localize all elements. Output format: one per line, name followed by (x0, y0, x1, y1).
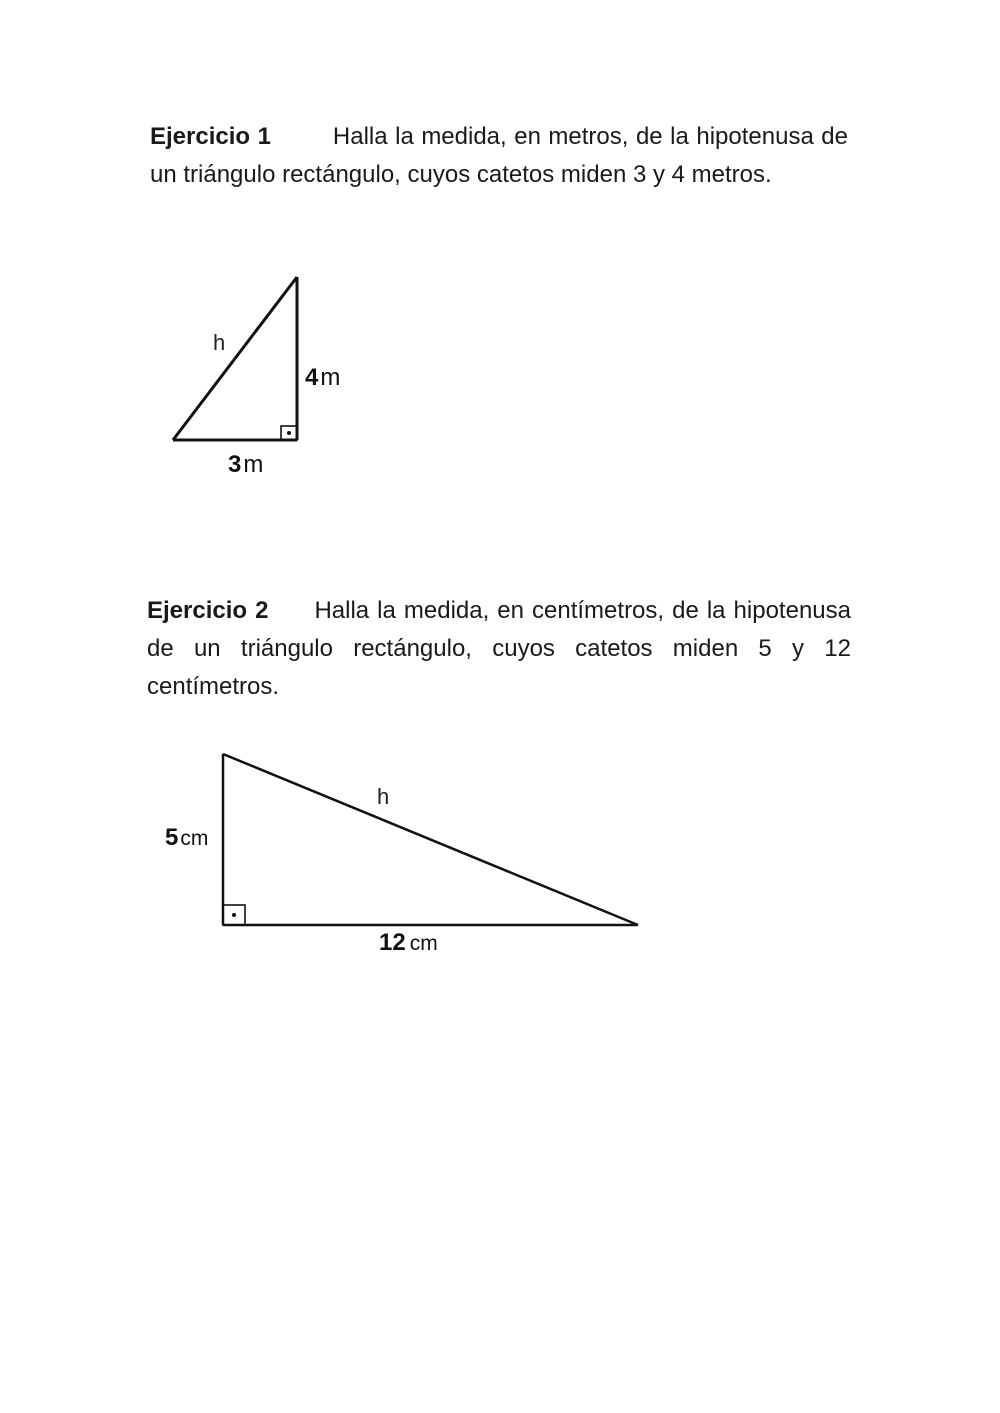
exercise-2-title: Ejercicio 2 (147, 597, 269, 624)
right-angle-marker (281, 426, 297, 440)
hypotenuse-label: h (213, 330, 226, 355)
vertical-leg-label: 4m (305, 364, 341, 391)
hypotenuse-label: h (377, 784, 390, 809)
exercise-1-title: Ejercicio 1 (150, 123, 271, 150)
hypotenuse-line (223, 754, 638, 925)
horizontal-leg-label: 3m (228, 451, 264, 478)
hypotenuse-line (173, 277, 297, 440)
exercise-2-text: Halla la medida, en centímetros, de la hipotenusa de un triángulo rectángulo, cuyos catetos miden 5 y 12 centímetros. (147, 597, 851, 700)
exercise-2-triangle (165, 754, 638, 956)
horizontal-leg-label: 12 cm (379, 929, 438, 956)
exercise-1-text: Halla la medida, en metros, de la hipotenusa de un triángulo rectángulo, cuyos catetos miden 3 y 4 metros. (150, 123, 848, 188)
vertical-leg-label: 5cm (165, 824, 209, 851)
exercise-1-triangle (173, 277, 340, 478)
right-angle-marker (223, 905, 245, 925)
